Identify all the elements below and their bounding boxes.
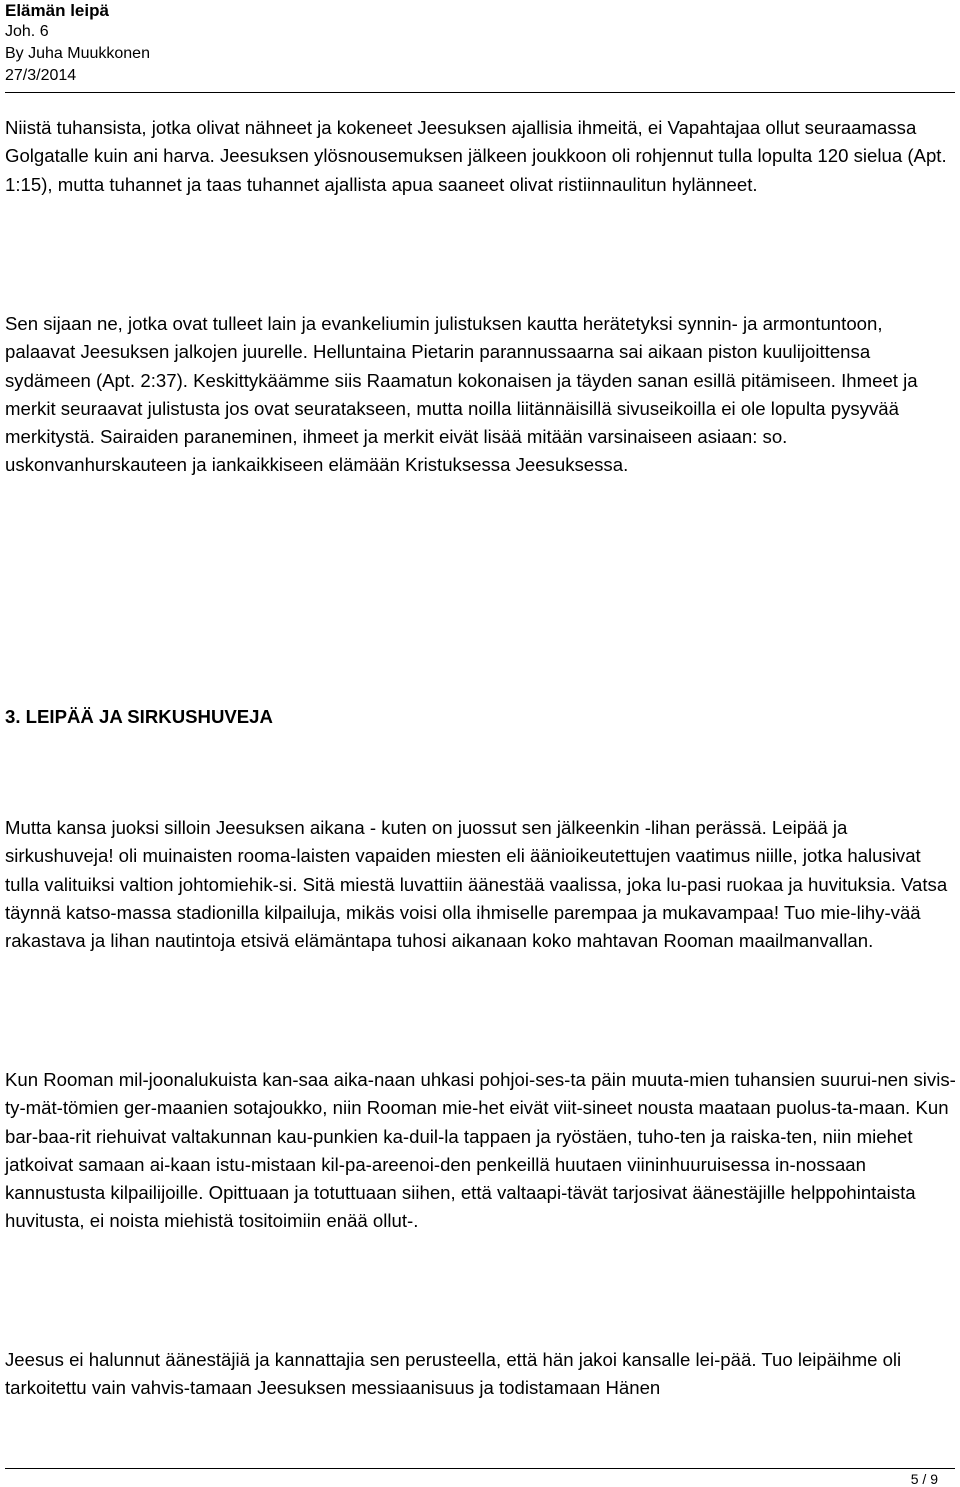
paragraph-4: Kun Rooman mil-joonalukuista kan-saa aika-naan uhkasi pohjoi-ses-ta päin muuta-mien tuhansien suurui-nen sivis-ty-mät-tömien ger-maanien sotajoukko, niin Rooman mie-het eivät viit-sineet nousta maataan puolus-ta-maan. Kun bar-baa-rit riehuivat valtakunnan kau-punkien ka-duil-la tappaen ja ryöstäen, tuho-ten ja raiska-ten, niin miehet jatkoivat samaan ai-kaan istu-mistaan kil-pa-areenoi-den penkeillä huutaen viininhuuruisessa in-nossaan kannustusta kilpailijoille. Opittuaan ja totuttuaan siihen, että valtaapi-tävät tarjosivat äänestäjille helppohintaista huvitusta, ei noista miehistä tositoimiin enää ollut-. — [5, 1069, 956, 1232]
paragraph-5: Jeesus ei halunnut äänestäjiä ja kannattajia sen perusteella, että hän jakoi kansalle lei-pää. Tuo leipäihme oli tarkoitettu vain vahvis-tamaan Jeesuksen messiaanisuus ja todistamaan Hänen — [5, 1349, 902, 1399]
paragraph-3: Mutta kansa juoksi silloin Jeesuksen aikana - kuten on juossut sen jälkeenkin -lihan perässä. Leipää ja sirkushuveja! oli muinaisten rooma-laisten vapaiden miesten eli äänioikeutettujen vaatimus niille, jotka halusivat tulla valituiksi valtion johtomiehik-si. Sitä miestä luvattiin äänestää vaalissa, joka lu-pasi ruokaa ja huvituksia. Vatsa täynnä katso-massa stadionilla kilpailuja, mikäs voisi olla ihmiselle parempaa ja mukavampaa! Tuo mie-lihy-vää rakastava ja lihan nautintoja etsivä elämäntapa tuhosi aikanaan koko mahtavan Rooman maailmanvallan. — [5, 817, 948, 952]
footer-divider — [5, 1468, 955, 1469]
scripture-reference: Joh. 6 — [5, 23, 49, 40]
paragraph-1: Niistä tuhansista, jotka olivat nähneet ja kokeneet Jeesuksen ajallisia ihmeitä, ei Vapahtajaa ollut seuraamassa Golgatalle kuin ani harva. Jeesuksen ylösnousemuksen jälkeen joukkoon oli rohjennut tulla lopulta 120 sielua (Apt. 1:15), mutta tuhannet ja taas tuhannet ajallista apua saaneet olivat ristiinnaulitun hylänneet. — [5, 117, 947, 195]
page-number: 5 / 9 — [910, 1471, 938, 1487]
document-title: Elämän leipä — [5, 1, 109, 20]
header-divider — [5, 92, 955, 93]
section-heading: 3. LEIPÄÄ JA SIRKUSHUVEJA — [5, 706, 273, 727]
document-header — [5, 0, 150, 87]
author-line: By Juha Muukkonen — [5, 45, 150, 62]
date-line: 27/3/2014 — [5, 67, 77, 84]
paragraph-2: Sen sijaan ne, jotka ovat tulleet lain ja evankeliumin julistuksen kautta herätetyksi synnin- ja armontuntoon, palaavat Jeesuksen jalkojen juurelle. Helluntaina Pietarin parannussaarna sai aikaan piston kuulijoittensa sydämeen (Apt. 2:37). Keskittykäämme siis Raamatun kokonaisen ja täyden sanan esillä pitämiseen. Ihmeet ja merkit seuraavat julistusta jos ovat seuratakseen, mutta noilla liitännäisillä sivuseikoilla ei ole lopulta pysyvää merkitystä. Sairaiden paraneminen, ihmeet ja merkit eivät lisää mitään varsinaiseen asiaan: so. uskonvanhurskauteen ja iankaikkiseen elämään Kristuksessa Jeesuksessa. — [5, 313, 918, 476]
